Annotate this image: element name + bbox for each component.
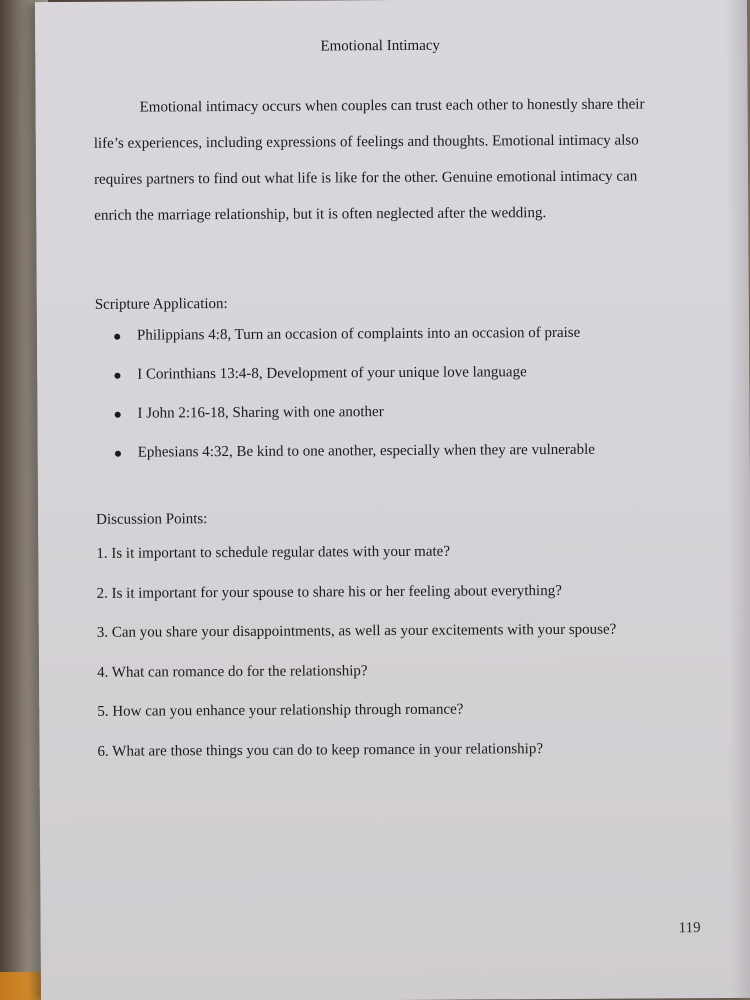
intro-paragraph: Emotional intimacy occurs when couples can trust each other to honestly share their life’s experiences, including expressions of feelings and thoughts. Emotional intimacy also requires partners to find out what life is like for the other. Genuine emotional intimacy can enrich the marriage relationship, but it is often neglected after the wedding. [93, 96, 645, 224]
discussion-item: 1. Is it important to schedule regular dates with your mate? [96, 543, 451, 562]
discussion-item: 3. Can you share your disappointments, as well as your excitements with your spouse? [96, 621, 617, 641]
scripture-item-text: I Corinthians 13:4-8, Development of your unique love language [137, 364, 527, 383]
scripture-list [113, 324, 714, 484]
scripture-item-text: Ephesians 4:32, Be kind to one another, especially when they are vulnerable [137, 441, 595, 461]
page-title: Emotional Intimacy [320, 37, 441, 55]
discussion-list [96, 542, 697, 783]
book-page [35, 0, 750, 1000]
bullet-icon: ● [113, 368, 122, 384]
discussion-heading: Discussion Points: [96, 511, 208, 528]
bullet-icon: ● [112, 329, 122, 345]
bullet-icon: ● [113, 407, 122, 423]
scripture-item [113, 363, 713, 406]
scripture-heading: Scripture Application: [94, 296, 228, 313]
scripture-item-text: Philippians 4:8, Turn an occasion of complaints into an occasion of praise [136, 324, 581, 344]
scripture-item-text: I John 2:16-18, Sharing with one another [137, 404, 384, 422]
discussion-item: 6. What are those things you can do to keep romance in your relationship? [97, 740, 544, 760]
discussion-item: 4. What can romance do for the relationship? [96, 662, 368, 681]
bullet-icon: ● [113, 446, 123, 462]
page-number: 119 [678, 920, 701, 937]
scripture-item [114, 441, 714, 484]
discussion-item: 5. How can you enhance your relationship through romance? [97, 701, 464, 720]
scripture-item [113, 324, 713, 367]
discussion-item: 2. Is it important for your spouse to share his or her feeling about everything? [96, 582, 562, 602]
scripture-item [113, 402, 713, 445]
